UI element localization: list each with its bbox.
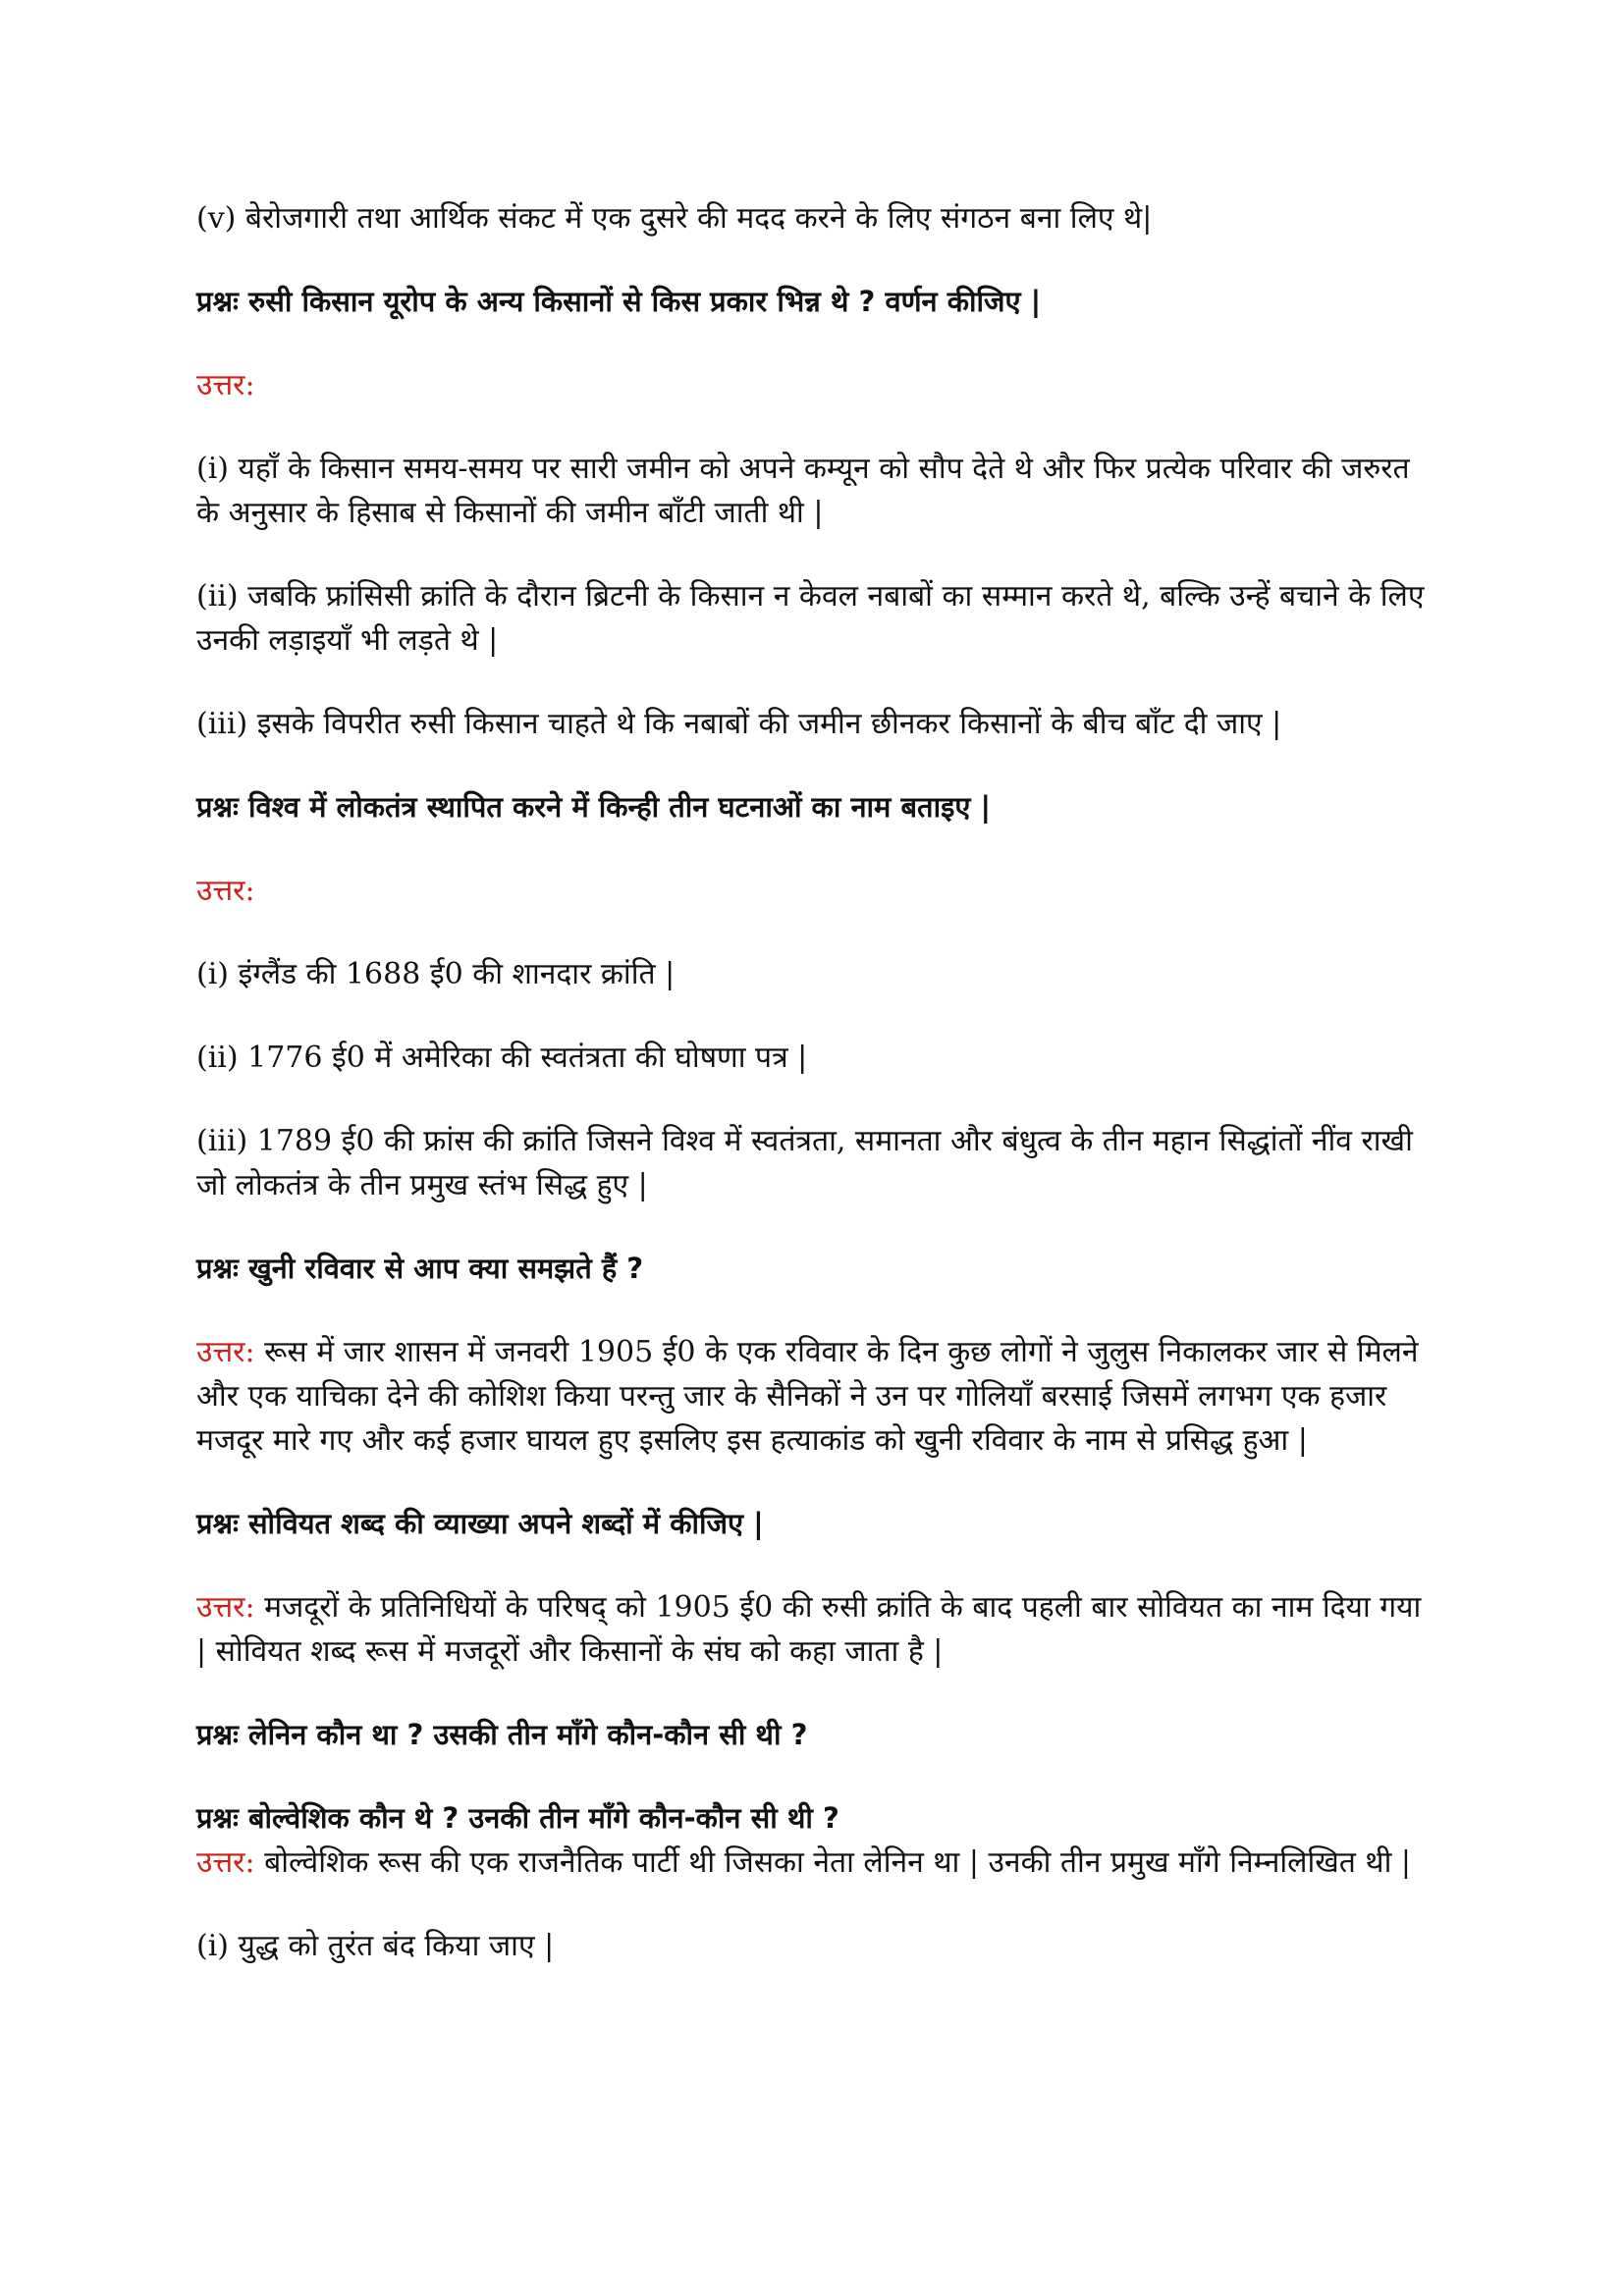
answer-label: उत्तर:: [196, 1845, 255, 1880]
answer-point-i: (i) युद्ध को तुरंत बंद किया जाए |: [196, 1929, 555, 1963]
answer-label: उत्तर:: [196, 1335, 255, 1369]
answer-label: उत्तर:: [196, 368, 255, 402]
answer-point-i: (i) इंग्लैंड की 1688 ई0 की शानदार क्रांति |: [196, 957, 676, 991]
answer-label: उत्तर:: [196, 1590, 255, 1625]
answer-text: रूस में जार शासन में जनवरी 1905 ई0 के एक रविवार के दिन कुछ लोगों ने जुलुस निकालकर जार से मिलने और एक याचिका देने की कोशिश किया परन्तु जार के सैनिकों ने उन पर गोलियाँ बरसाई जिसमें लगभग एक हजार मजदूर मारे गए और कई हजार घायल हुए इसलिए इस हत्याकांड को खुनी रविवार के नाम से प्रसिद्ध हुआ |: [196, 1335, 1419, 1458]
answer-point-v: (v) बेरोजगारी तथा आर्थिक संकट में एक दुसरे की मदद करने के लिए संगठन बना लिए थे|: [196, 201, 1153, 236]
answer-paragraph: [196, 1330, 1434, 1463]
answer-point-ii: (ii) जबकि फ्रांसिसी क्रांति के दौरान ब्रिटनी के किसान न केवल नबाबों का सम्मान करते थे, बल्कि उन्हें बचाने के लिए उनकी लड़ाइयाँ भी लड़ते थे |: [196, 579, 1425, 658]
question-russian-peasants: प्रश्नः रुसी किसान यूरोप के अन्य किसानों से किस प्रकार भिन्न थे ? वर्णन कीजिए |: [196, 285, 1042, 318]
answer-point-ii: (ii) 1776 ई0 में अमेरिका की स्वतंत्रता की घोषणा पत्र |: [196, 1041, 808, 1075]
answer-label: उत्तर:: [196, 874, 255, 908]
answer-text: मजदूरों के प्रतिनिधियों के परिषद् को 1905 ई0 की रुसी क्रांति के बाद पहली बार सोवियत का नाम दिया गया | सोवियत शब्द रूस में मजदूरों और किसानों के संघ को कहा जाता है |: [196, 1590, 1422, 1669]
document-content: [196, 196, 1434, 2007]
question-bloody-sunday: प्रश्नः खुनी रविवार से आप क्या समझते हैं ?: [196, 1252, 644, 1285]
answer-point-iii: (iii) इसके विपरीत रुसी किसान चाहते थे कि नबाबों की जमीन छीनकर किसानों के बीच बाँट दी जाए |: [196, 707, 1282, 741]
question-lenin: प्रश्नः लेनिन कौन था ? उसकी तीन माँगे कौन-कौन सी थी ?: [196, 1718, 808, 1751]
question-democracy-events: प्रश्नः विश्व में लोकतंत्र स्थापित करने में किन्ही तीन घटनाओं का नाम बताइए |: [196, 790, 992, 824]
answer-text: बोल्वेशिक रूस की एक राजनैतिक पार्टी थी जिसका नेता लेनिन था | उनकी तीन प्रमुख माँगे निम्नलिखित थी |: [254, 1845, 1412, 1880]
answer-paragraph: [196, 1585, 1434, 1674]
answer-point-iii: (iii) 1789 ई0 की फ्रांस की क्रांति जिसने विश्व में स्वतंत्रता, समानता और बंधुत्व के तीन महान सिद्धांतों नींव राखी जो लोकतंत्र के तीन प्रमुख स्तंभ सिद्ध हुए |: [196, 1124, 1413, 1202]
answer-paragraph: [196, 1841, 1434, 1885]
question-soviet: प्रश्नः सोवियत शब्द की व्याख्या अपने शब्दों में कीजिए |: [196, 1507, 764, 1540]
question-bolsheviks: प्रश्नः बोल्वेशिक कौन थे ? उनकी तीन माँगे कौन-कौन सी थी ?: [196, 1801, 839, 1835]
answer-point-i: (i) यहाँ के किसान समय-समय पर सारी जमीन को अपने कम्यून को सौप देते थे और फिर प्रत्येक परिवार की जरुरत के अनुसार के हिसाब से किसानों की जमीन बाँटी जाती थी |: [196, 452, 1410, 530]
